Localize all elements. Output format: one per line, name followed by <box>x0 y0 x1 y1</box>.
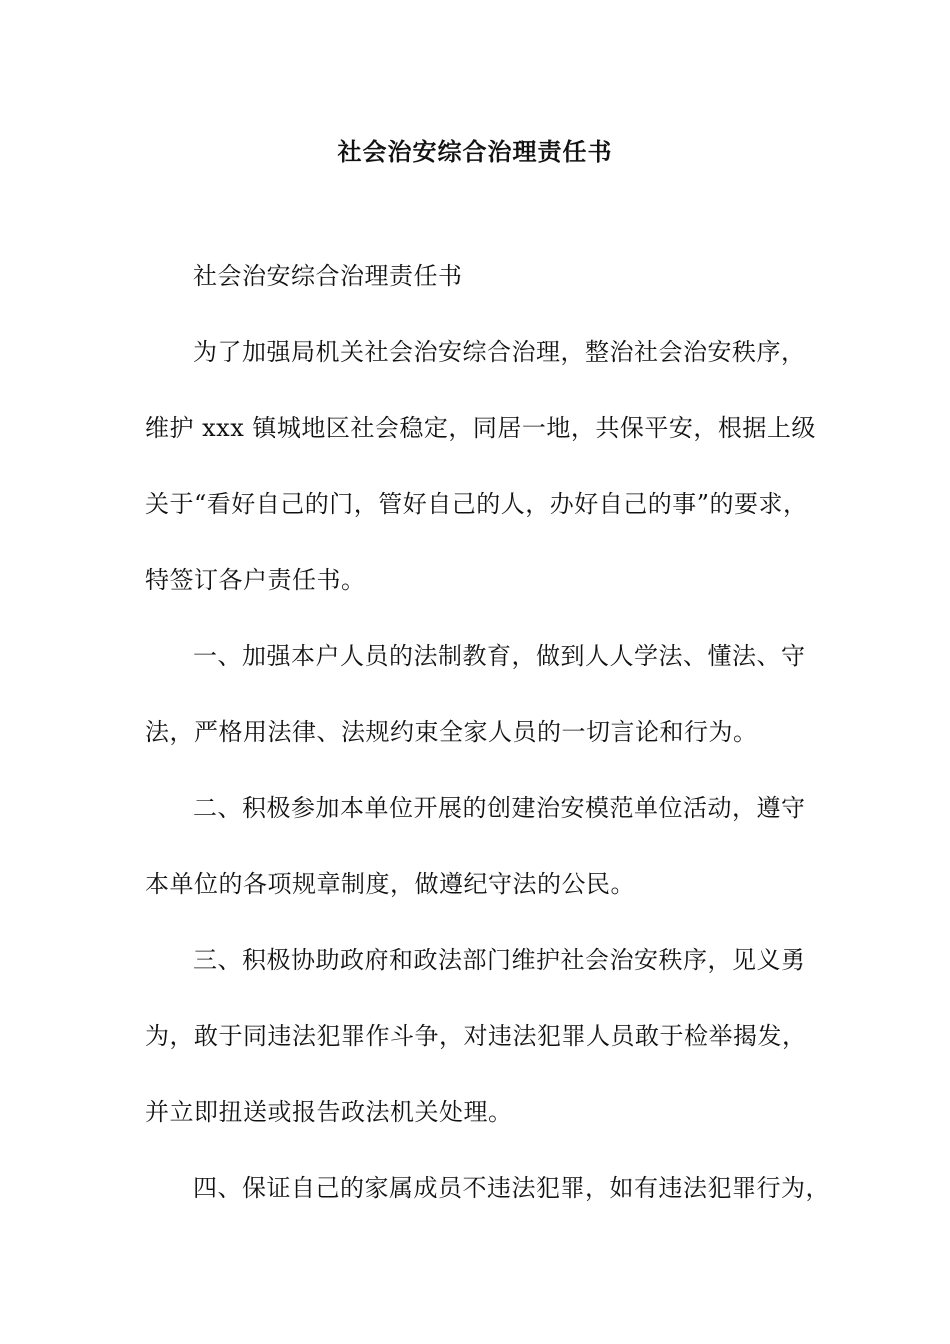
body-line-item-3-start: 三、积极协助政府和政法部门维护社会治安秩序，见义勇 <box>193 946 806 974</box>
body-line-item-2-end: 本单位的各项规章制度，做遵纪守法的公民。 <box>145 870 635 898</box>
document-title: 社会治安综合治理责任书 <box>337 138 613 166</box>
body-line-paragraph-1-cont: 关于“看好自己的门，管好自己的人，办好自己的事”的要求， <box>145 490 808 518</box>
body-line-item-2-start: 二、积极参加本单位开展的创建治安模范单位活动，遵守 <box>193 794 806 822</box>
body-line-paragraph-1-cont: 维护 xxx 镇城地区社会稳定，同居一地，共保平安，根据上级 <box>145 414 816 442</box>
body-line-item-3-end: 并立即扭送或报告政法机关处理。 <box>145 1098 513 1126</box>
body-line-item-1-end: 法，严格用法律、法规约束全家人员的一切言论和行为。 <box>145 718 758 746</box>
body-line-item-3-cont: 为，敢于同违法犯罪作斗争，对违法犯罪人员敢于检举揭发， <box>145 1022 807 1050</box>
body-line-paragraph-1-end: 特签订各户责任书。 <box>145 566 366 594</box>
document-body <box>145 252 830 1240</box>
body-line-heading: 社会治安综合治理责任书 <box>193 262 463 290</box>
body-line-item-4-start: 四、保证自己的家属成员不违法犯罪，如有违法犯罪行为， <box>193 1174 830 1202</box>
body-line-paragraph-1-start: 为了加强局机关社会治安综合治理，整治社会治安秩序， <box>193 338 806 366</box>
body-line-item-1-start: 一、加强本户人员的法制教育，做到人人学法、懂法、守 <box>193 642 806 670</box>
